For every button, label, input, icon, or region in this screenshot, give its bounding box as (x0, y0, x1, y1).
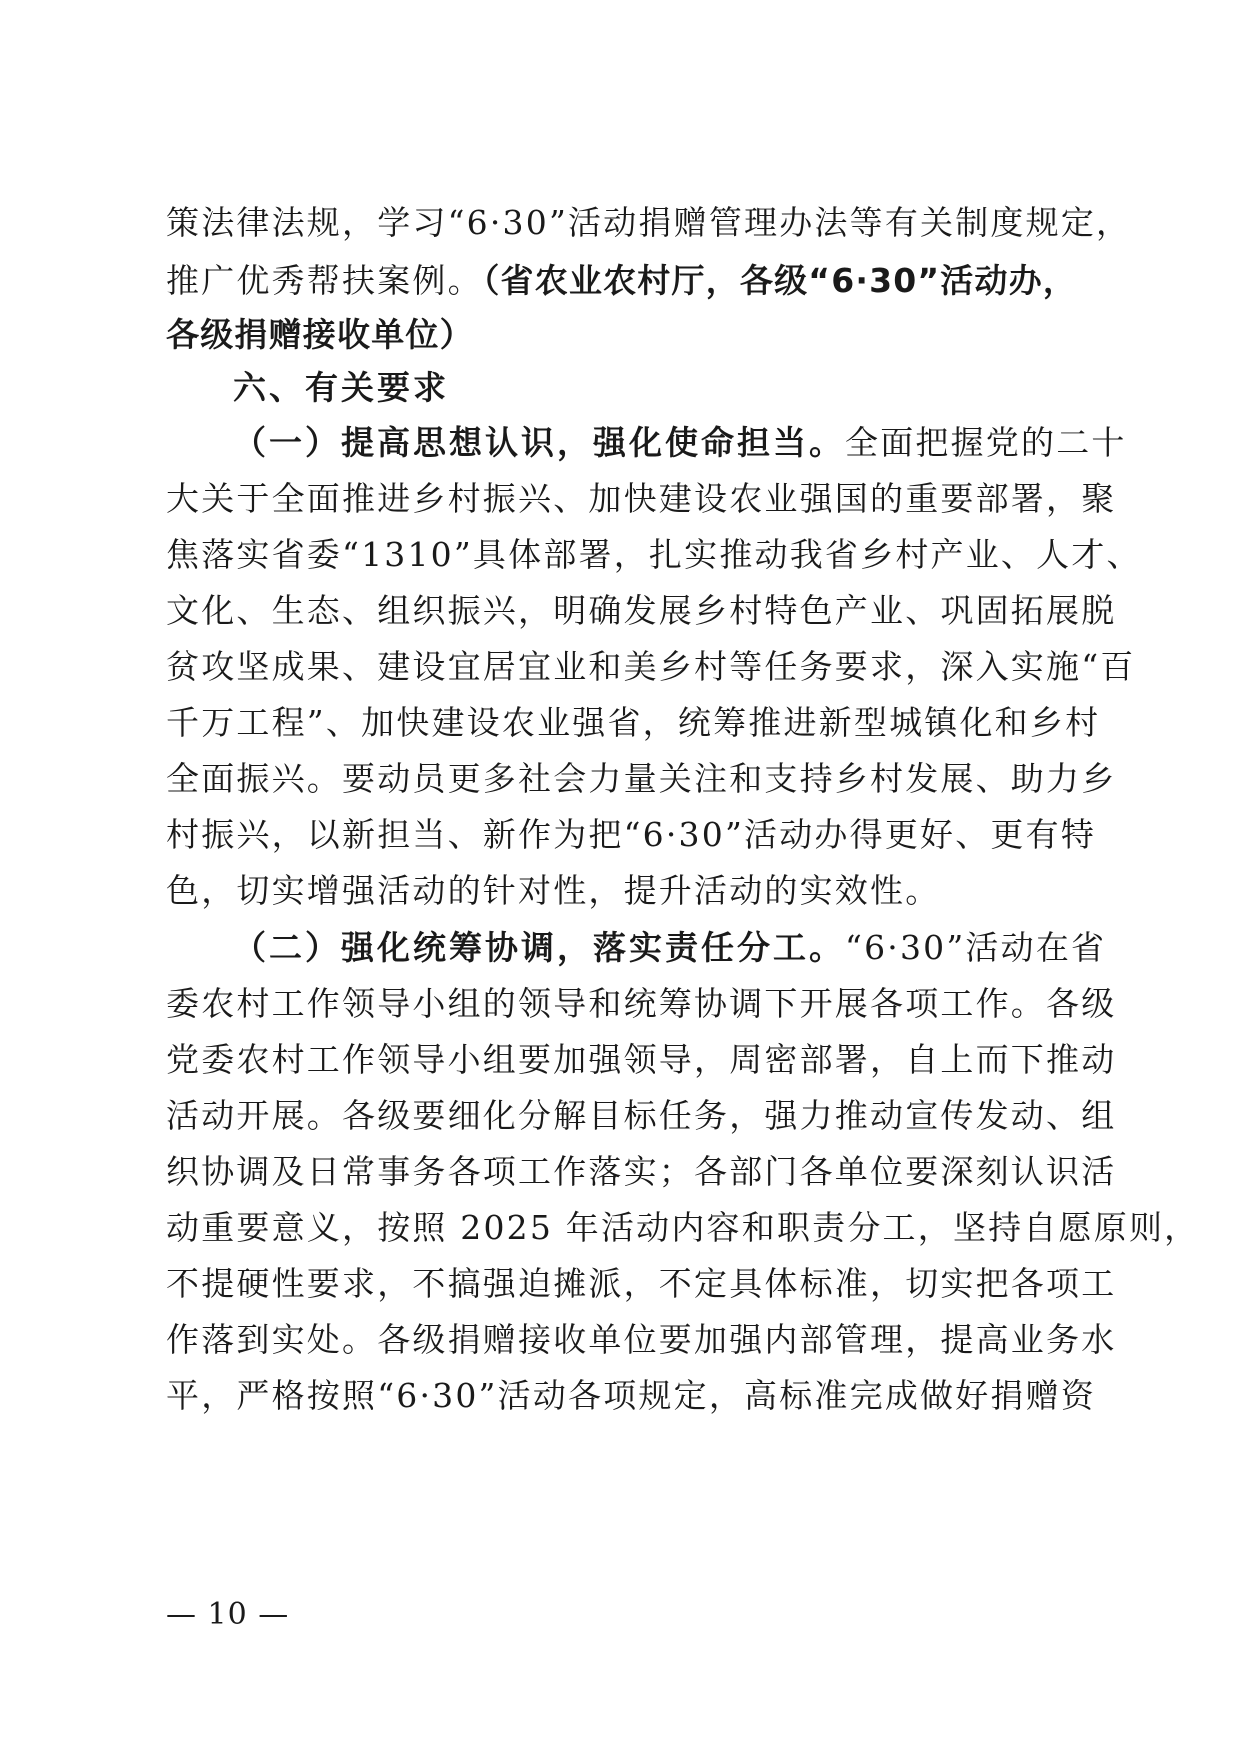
paragraph-line: 色，切实增强活动的针对性，提升活动的实效性。 (166, 871, 941, 910)
paragraph-line (166, 261, 1076, 301)
paragraph-line: 活动开展。各级要细化分解目标任务，强力推动宣传发动、组 (166, 1096, 1117, 1135)
paragraph-line: 策法律法规，学习“6·30”活动捐赠管理办法等有关制度规定， (166, 203, 1132, 242)
item-title: （二）强化统筹协调，落实责任分工。 (233, 928, 845, 967)
paragraph-line: 文化、生态、组织振兴，明确发展乡村特色产业、巩固拓展脱 (166, 591, 1117, 630)
responsible-units: （省农业农村厅，各级“6·30”活动办， (482, 261, 1078, 300)
plain-text: 推广优秀帮扶案例。 (166, 261, 483, 300)
paragraph-line: 作落到实处。各级捐赠接收单位要加强内部管理，提高业务水 (166, 1320, 1117, 1359)
paragraph-line: 动重要意义，按照 2025 年活动内容和职责分工，坚持自愿原则， (166, 1208, 1200, 1247)
paragraph-line: 焦落实省委“1310”具体部署，扎实推动我省乡村产业、人才、 (166, 535, 1142, 574)
paragraph-line: 不提硬性要求，不搞强迫摊派，不定具体标准，切实把各项工 (166, 1264, 1117, 1303)
paragraph-line: 党委农村工作领导小组要加强领导，周密部署，自上而下推动 (166, 1040, 1117, 1079)
paragraph-line: 贫攻坚成果、建设宜居宜业和美乡村等任务要求，深入实施“百 (166, 647, 1136, 686)
paragraph-line (166, 315, 1076, 355)
paragraph-line: 千万工程”、加快建设农业强省，统筹推进新型城镇化和乡村 (166, 703, 1101, 742)
paragraph-line: 全面振兴。要动员更多社会力量关注和支持乡村发展、助力乡 (166, 759, 1117, 798)
item-title: （一）提高思想认识，强化使命担当。 (233, 423, 845, 462)
page-number: — 10 — (166, 1597, 290, 1632)
paragraph-line: 村振兴，以新担当、新作为把“6·30”活动办得更好、更有特 (166, 815, 1097, 854)
paragraph-line: （一）提高思想认识，强化使命担当。全面把握党的二十 (233, 423, 1127, 462)
paragraph-line: 织协调及日常事务各项工作落实；各部门各单位要深刻认识活 (166, 1152, 1117, 1191)
section-heading: 六、有关要求 (233, 368, 449, 407)
paragraph-line: 大关于全面推进乡村振兴、加快建设农业强国的重要部署，聚 (166, 479, 1117, 518)
paragraph-line: 委农村工作领导小组的领导和统筹协调下开展各项工作。各级 (166, 984, 1117, 1023)
paragraph-line: 平，严格按照“6·30”活动各项规定，高标准完成做好捐赠资 (166, 1376, 1097, 1415)
responsible-units: 各级捐赠接收单位） (166, 315, 474, 354)
paragraph-line: （二）强化统筹协调，落实责任分工。“6·30”活动在省 (233, 928, 1107, 967)
